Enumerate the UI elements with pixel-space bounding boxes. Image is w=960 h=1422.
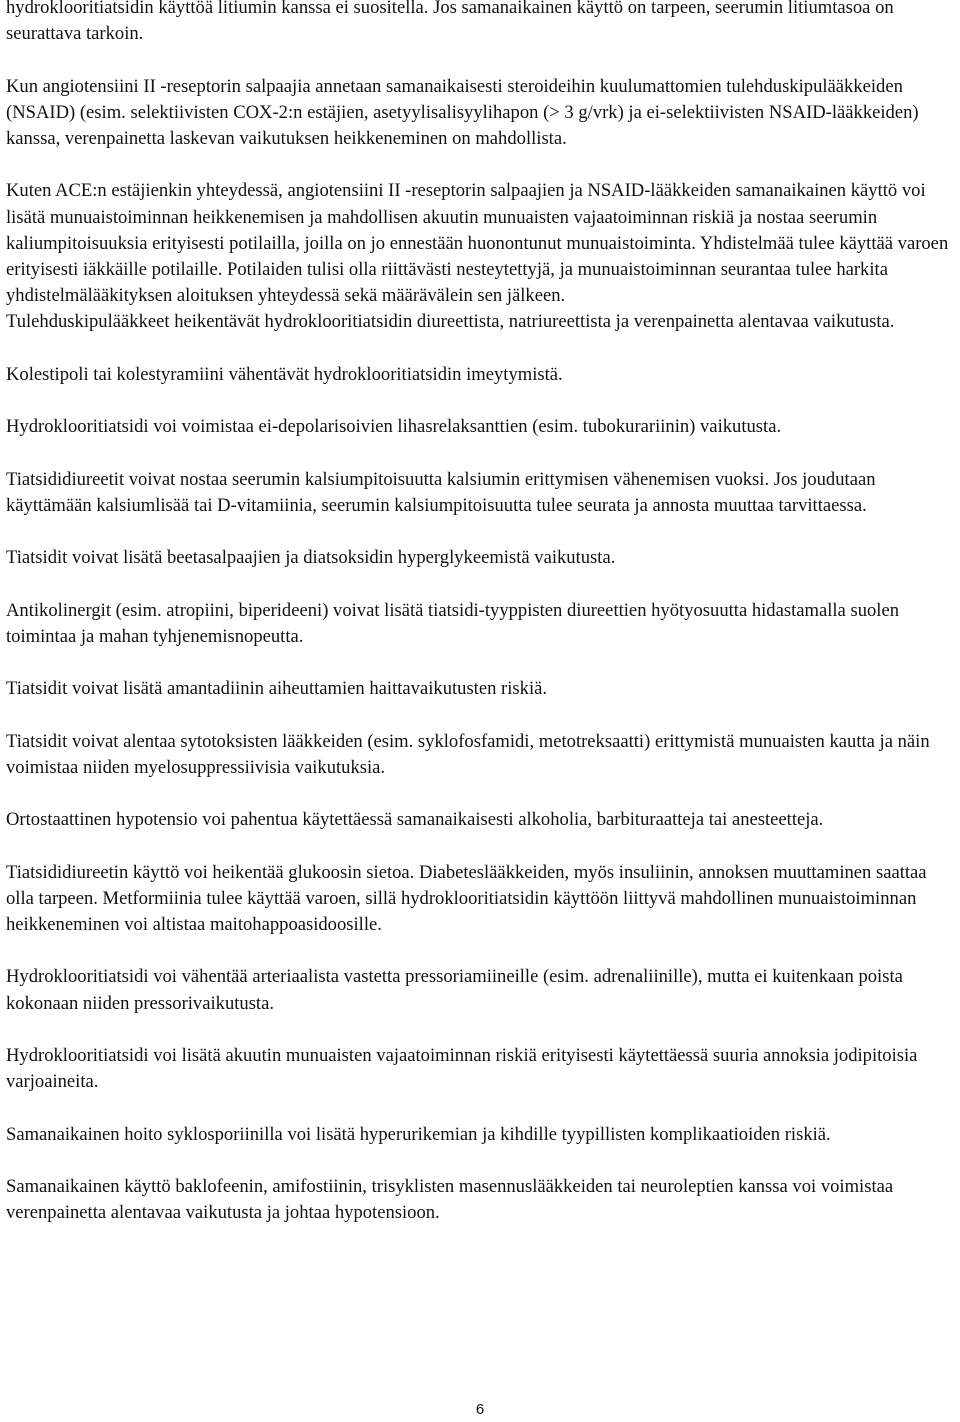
paragraph-amantadine: Tiatsidit voivat lisätä amantadiinin aiheuttamien haittavaikutusten riskiä. xyxy=(6,678,548,700)
paragraph-orthostatic-hypotension: Ortostaattinen hypotensio voi pahentua käytettäessä samanaikaisesti alkoholia, barbituraatteja tai anesteetteja. xyxy=(6,809,824,831)
paragraph-baclofen: Samanaikainen käyttö baklofeenin, amifostiinin, trisyklisten masennuslääkkeiden tai neuroleptien kanssa voi voimistaa verenpainetta alentavaa vaikutusta ja johtaa hypotensioon. xyxy=(6,1175,894,1224)
paragraph-nsaid-renal: Kuten ACE:n estäjienkin yhteydessä, angiotensiini II -reseptorin salpaajien ja NSAID-lääkkeiden samanaikainen käyttö voi lisätä munuaistoiminnan heikkenemisen ja mahdollisen akuutin munuaisten vajaatoiminnan riskiä ja nostaa seerumin kaliumpitoisuuksia erityisesti potilailla, joilla on jo ennestään huonontunut munuaistoiminta. Yhdistelmää tulee käyttää varoen erityisesti iäkkäille potilaille. Potilaiden tulisi olla riittävästi nesteytettyjä, ja munuaistoiminnan seurantaa tulee harkita yhdistelmälääkityksen aloituksen yhteydessä sekä määrävälein sen jälkeen. xyxy=(6,180,949,307)
paragraph-nsaid-antihypertensive: Kun angiotensiini II -reseptorin salpaajia annetaan samanaikaisesti steroideihin kuulumattomien tulehduskipulääkkeiden (NSAID) (esim. selektiivisten COX-2:n estäjien, asetyylisalisyylihapon (> 3 g/vrk) ja ei-selektiivisten NSAID-lääkkeiden) kanssa, verenpainetta laskevan vaikutuksen heikkeneminen on mahdollista. xyxy=(6,75,919,149)
paragraph-colestipol: Kolestipoli tai kolestyramiini vähentävät hydroklooritiatsidin imeytymistä. xyxy=(6,363,563,385)
paragraph-lithium: hydroklooritiatsidin käyttöä litiumin kanssa ei suositella. Jos samanaikainen käyttö on tarpeen, seerumin litiumtasoa on seurattava tarkoin. xyxy=(6,0,894,45)
paragraph-contrast-agents: Hydroklooritiatsidi voi lisätä akuutin munuaisten vajaatoiminnan riskiä erityisesti käytettäessä suuria annoksia jodipitoisia varjoaineita. xyxy=(6,1044,918,1093)
paragraph-anticholinergics: Antikolinergit (esim. atropiini, biperideeni) voivat lisätä tiatsidi-tyyppisten diureettien hyötyosuutta hidastamalla suolen toimintaa ja mahan tyhjenemisnopeutta. xyxy=(6,599,900,647)
paragraph-nsaid-diuretic: Tulehduskipulääkkeet heikentävät hydroklooritiatsidin diureettista, natriureettista ja verenpainetta alentavaa vaikutusta. xyxy=(6,311,895,333)
document-page xyxy=(6,0,952,1253)
paragraph-cytotoxics: Tiatsidit voivat alentaa sytotoksisten lääkkeiden (esim. syklofosfamidi, metotreksaatti) erittymistä munuaisten kautta ja näin voimistaa niiden myelosuppressiivisia vaikutuksia. xyxy=(6,730,930,778)
paragraph-calcium: Tiatsididiureetit voivat nostaa seerumin kalsiumpitoisuutta kalsiumin erittymisen vähenemisen vuoksi. Jos joudutaan käyttämään kalsiumlisää tai D-vitamiinia, seerumin kalsiumpitoisuutta tulee seurata ja annosta muuttaa tarvittaessa. xyxy=(6,468,876,516)
page-number: 6 xyxy=(475,1401,485,1418)
paragraph-beta-blockers: Tiatsidit voivat lisätä beetasalpaajien ja diatsoksidin hyperglykeemistä vaikutusta. xyxy=(6,547,616,569)
paragraph-glucose-tolerance: Tiatsididiureetin käyttö voi heikentää glukoosin sietoa. Diabeteslääkkeiden, myös insuliinin, annoksen muuttaminen saattaa olla tarpeen. Metformiinia tulee käyttää varoen, sillä hydroklooritiatsidin käyttöön liittyvä mahdollinen munuaistoiminnan heikkeneminen voi altistaa maitohappoasidoosille. xyxy=(6,861,927,935)
paragraph-ciclosporin: Samanaikainen hoito syklosporiinilla voi lisätä hyperurikemian ja kihdille tyypillisten komplikaatioiden riskiä. xyxy=(6,1123,831,1145)
paragraph-muscle-relaxants: Hydroklooritiatsidi voi voimistaa ei-depolarisoivien lihasrelaksanttien (esim. tubokurariinin) vaikutusta. xyxy=(6,416,782,438)
paragraph-pressor-amines: Hydroklooritiatsidi voi vähentää arteriaalista vastetta pressoriamiineille (esim. adrenaliinille), mutta ei kuitenkaan poista kokonaan niiden pressorivaikutusta. xyxy=(6,966,903,1014)
